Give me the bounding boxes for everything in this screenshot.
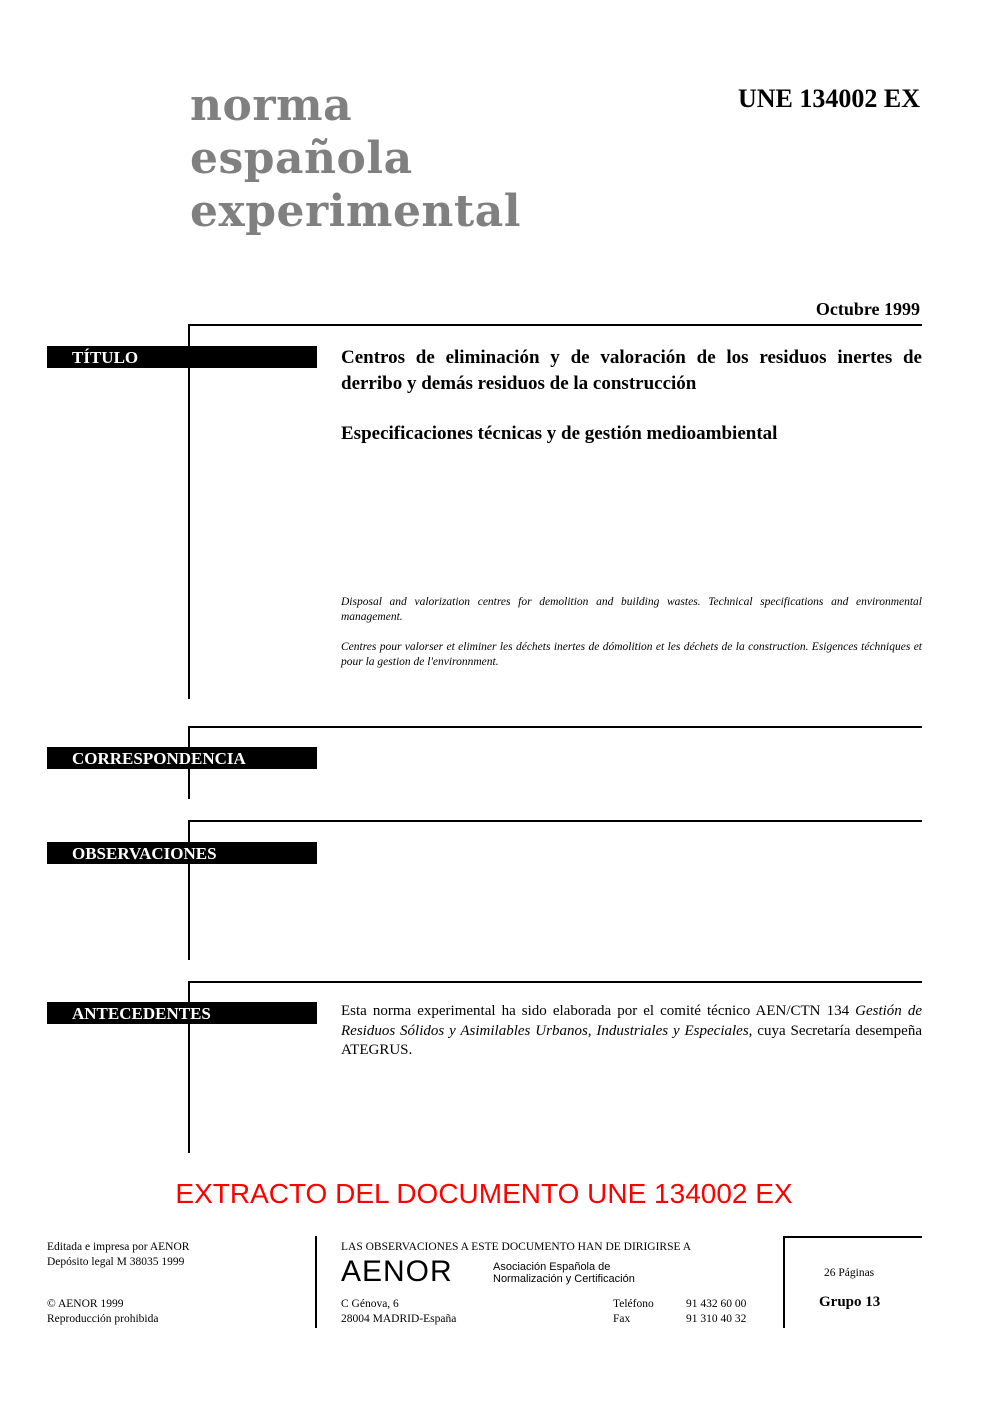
- title-line-3: experimental: [190, 186, 521, 237]
- antecedentes-text: [341, 1002, 922, 1061]
- title-english: Disposal and valorization centres for demolition and building wastes. Technical specifications and environmental management.: [341, 596, 922, 623]
- observations-note: LAS OBSERVACIONES A ESTE DOCUMENTO HAN DE DIRIGIRSE A: [341, 1241, 692, 1253]
- fax-label: Fax: [613, 1313, 631, 1325]
- label-antecedentes: ANTECEDENTES: [47, 1002, 317, 1024]
- extract-notice: EXTRACTO DEL DOCUMENTO UNE 134002 EX: [175, 1178, 793, 1209]
- address-city: 28004 MADRID-España: [341, 1313, 457, 1325]
- subtitle-spanish: Especificaciones técnicas y de gestión medioambiental: [341, 423, 778, 444]
- section-rule: [188, 324, 190, 699]
- title-spanish: Centros de eliminación y de valoración de los residuos inertes de derribo y demás residuos de la construcción: [341, 347, 922, 394]
- footer-copyright: [47, 1297, 158, 1327]
- association-line-1: Asociación Española de: [493, 1261, 611, 1273]
- section-divider: [188, 820, 922, 822]
- title-line-1: norma: [190, 80, 353, 131]
- section-divider: [188, 324, 922, 326]
- title-french: Centres pour valorser et eliminer les déchets inertes de dómolition et les déchets de la construction. Esigences téchniques et pour la gestion de l'environnment.: [341, 641, 922, 668]
- page-count: 26 Páginas: [824, 1267, 875, 1279]
- address-street: C Génova, 6: [341, 1298, 399, 1310]
- label-correspondencia: CORRESPONDENCIA: [47, 747, 317, 769]
- aenor-logo: AENOR: [341, 1255, 453, 1288]
- copyright: © AENOR 1999: [47, 1298, 124, 1310]
- association-line-2: Normalización y Certificación: [493, 1273, 635, 1285]
- edited-by: Editada e impresa por AENOR: [47, 1241, 190, 1253]
- pages-box-rule: [783, 1236, 785, 1328]
- document-title: [190, 79, 521, 238]
- address: [341, 1297, 456, 1327]
- title-line-2: española: [190, 133, 413, 184]
- antecedentes-text-part1: Esta norma experimental ha sido elaborada por el comité técnico AEN/CTN 134: [341, 1003, 850, 1019]
- label-titulo: TÍTULO: [47, 346, 317, 368]
- committee-name: Gestión de Residuos Sólidos y Asimilables Urbanos, Industriales y Especiales: [341, 1003, 923, 1039]
- fax-number: 91 310 40 32: [686, 1313, 747, 1325]
- antecedentes-text-part2: , cuya Secretaría desempeña ATEGRUS.: [341, 1022, 922, 1058]
- association-name: [493, 1261, 635, 1285]
- section-rule: [188, 820, 190, 960]
- phone-label: Teléfono: [613, 1298, 654, 1310]
- contact-numbers: [686, 1297, 746, 1327]
- reproduction-notice: Reproducción prohibida: [47, 1313, 159, 1325]
- phone-number: 91 432 60 00: [686, 1298, 747, 1310]
- section-divider: [188, 726, 922, 728]
- legal-deposit: Depósito legal M 38035 1999: [47, 1256, 185, 1268]
- label-observaciones: OBSERVACIONES: [47, 842, 317, 864]
- footer-rule: [315, 1236, 317, 1328]
- standard-code: UNE 134002 EX: [737, 84, 920, 113]
- pages-box-top: [783, 1236, 922, 1238]
- contact-labels: [613, 1297, 654, 1327]
- price-group: Grupo 13: [819, 1294, 881, 1310]
- publication-date: Octubre 1999: [815, 299, 920, 319]
- footer-edition: [47, 1240, 189, 1270]
- section-divider: [188, 981, 922, 983]
